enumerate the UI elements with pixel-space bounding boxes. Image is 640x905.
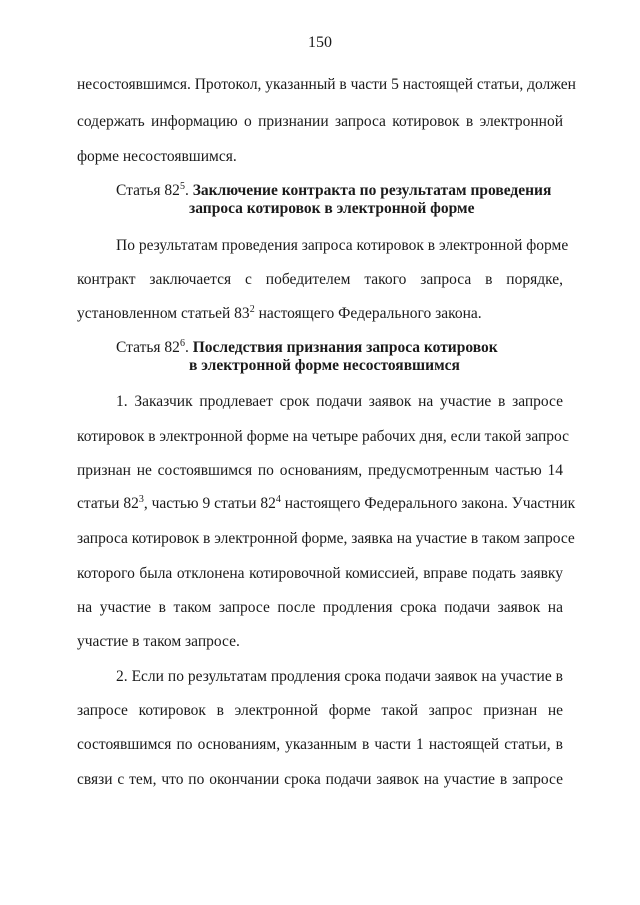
- text-line: контракт заключается с победителем такого запроса в порядке,: [77, 271, 563, 288]
- article-label: Статья 82: [116, 182, 180, 199]
- text-line: содержать информацию о признании запроса котировок в электронной: [77, 113, 563, 130]
- article-heading: Статья $82^6$. Последствия признания запроса котировок: [116, 337, 498, 356]
- text-line: которого была отклонена котировочной комиссией, вправе подать заявку: [77, 565, 563, 582]
- text-line: 1. Заказчик продлевает срок подачи заявок на участие в запросе: [116, 393, 563, 410]
- text-line: 2. Если по результатам продления срока подачи заявок на участие в: [116, 668, 563, 685]
- text-line: По результатам проведения запроса котировок в электронной форме: [116, 237, 569, 254]
- article-title-line2: в электронной форме несостоявшимся: [189, 357, 460, 374]
- text-line: запроса котировок в электронной форме, заявка на участие в таком запросе: [77, 530, 575, 547]
- text-line: форме несостоявшимся.: [77, 148, 237, 165]
- page-number: 150: [308, 34, 332, 51]
- text-line: признан не состоявшимся по основаниям, предусмотренным частью 14: [77, 462, 563, 479]
- article-title: Заключение контракта по результатам проведения: [192, 182, 552, 199]
- text-line: установленном статьей $83^2$ настоящего Федерального закона.: [77, 303, 482, 322]
- article-title-line2: запроса котировок в электронной форме: [189, 200, 475, 217]
- article-superscript: 5: [179, 180, 185, 192]
- article-title: Последствия признания запроса котировок: [192, 339, 498, 356]
- text-line: статьи $82^3$, частью 9 статьи $82^4$ настоящего Федерального закона. Участник: [77, 493, 576, 512]
- text-line: запросе котировок в электронной форме такой запрос признан не: [77, 702, 563, 719]
- text-line: несостоявшимся. Протокол, указанный в части 5 настоящей статьи, должен: [77, 76, 576, 93]
- text-line: на участие в таком запросе после продления срока подачи заявок на: [77, 599, 563, 616]
- text-line: котировок в электронной форме на четыре рабочих дня, если такой запрос: [77, 428, 570, 445]
- text-line: связи с тем, что по окончании срока подачи заявок на участие в запросе: [77, 771, 563, 788]
- text-line: участие в таком запросе.: [77, 633, 240, 650]
- article-heading: Статья $82^5$. Заключение контракта по результатам проведения: [116, 180, 552, 199]
- article-label: Статья 82: [116, 339, 180, 356]
- text-line: состоявшимся по основаниям, указанным в части 1 настоящей статьи, в: [77, 736, 563, 753]
- article-superscript: 6: [179, 337, 185, 349]
